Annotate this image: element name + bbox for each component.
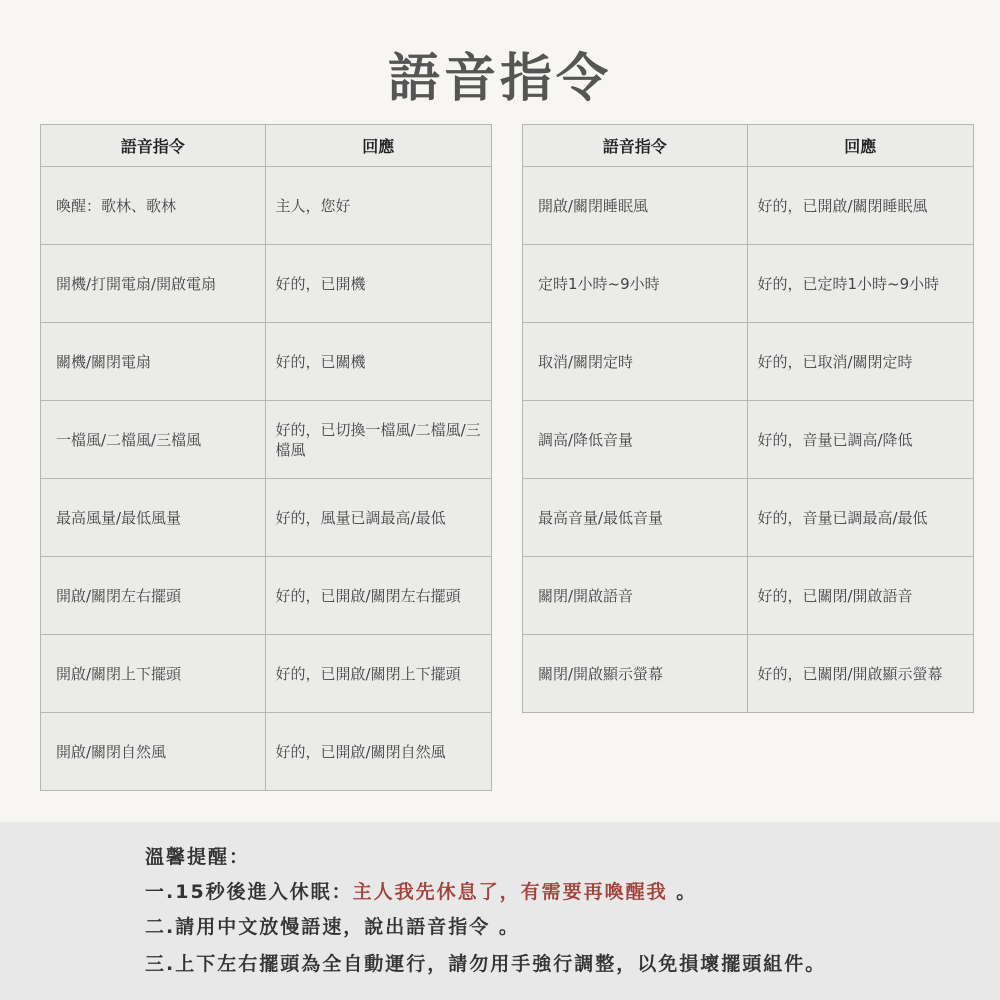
response-cell: 好的，已關閉/開啟顯示螢幕 xyxy=(747,635,974,713)
command-cell: 喚醒：歌林、歌林 xyxy=(41,167,266,245)
command-cell: 調高/降低音量 xyxy=(523,401,748,479)
table-row xyxy=(523,323,974,401)
voice-command-table-left xyxy=(40,124,492,791)
page-title: 語音指令 xyxy=(387,49,612,109)
response-cell: 好的，已關閉/開啟語音 xyxy=(747,557,974,635)
command-cell: 定時1小時~9小時 xyxy=(523,245,748,323)
command-cell: 一檔風/二檔風/三檔風 xyxy=(41,401,266,479)
response-cell: 好的，已取消/關閉定時 xyxy=(747,323,974,401)
table-row xyxy=(523,635,974,713)
response-cell: 好的，音量已調最高/最低 xyxy=(747,479,974,557)
table-row xyxy=(41,401,492,479)
command-cell: 最高風量/最低風量 xyxy=(41,479,266,557)
table-row xyxy=(41,713,492,791)
reminder-panel xyxy=(0,822,1000,1000)
table-header-row xyxy=(41,125,492,167)
response-cell: 好的，已開啟/關閉上下擺頭 xyxy=(265,635,491,713)
reminder-heading: 溫馨提醒： xyxy=(145,846,251,868)
table-row xyxy=(41,245,492,323)
command-cell: 開機/打開電扇/開啟電扇 xyxy=(41,245,266,323)
reminder-line-1-prefix: 一.15秒後進入休眠： xyxy=(145,881,353,903)
reminder-line-2: 二.請用中文放慢語速，說出語音指令 。 xyxy=(145,916,520,938)
table-row xyxy=(41,323,492,401)
reminder-line-1-suffix: 。 xyxy=(667,881,698,903)
table-row xyxy=(41,557,492,635)
table-row xyxy=(41,167,492,245)
table-header-row xyxy=(523,125,974,167)
command-cell: 最高音量/最低音量 xyxy=(523,479,748,557)
command-cell: 關閉/開啟語音 xyxy=(523,557,748,635)
table-row xyxy=(523,479,974,557)
table-row xyxy=(41,479,492,557)
command-cell: 開啟/關閉自然風 xyxy=(41,713,266,791)
response-cell: 好的，已切換一檔風/二檔風/三檔風 xyxy=(265,401,491,479)
response-cell: 好的，已關機 xyxy=(265,323,491,401)
response-cell: 好的，已開啟/關閉睡眠風 xyxy=(747,167,974,245)
voice-command-table-right xyxy=(522,124,974,713)
command-cell: 關機/關閉電扇 xyxy=(41,323,266,401)
reminder-line-1 xyxy=(145,877,697,904)
command-cell: 開啟/關閉左右擺頭 xyxy=(41,557,266,635)
response-cell: 好的，風量已調最高/最低 xyxy=(265,479,491,557)
header-command: 語音指令 xyxy=(523,125,748,167)
response-cell: 主人，您好 xyxy=(265,167,491,245)
table-row xyxy=(523,167,974,245)
header-response: 回應 xyxy=(747,125,974,167)
response-cell: 好的，音量已調高/降低 xyxy=(747,401,974,479)
reminder-line-3: 三.上下左右擺頭為全自動運行，請勿用手強行調整，以免損壞擺頭組件。 xyxy=(145,953,827,975)
response-cell: 好的，已開機 xyxy=(265,245,491,323)
response-cell: 好的，已定時1小時~9小時 xyxy=(747,245,974,323)
command-cell: 開啟/關閉睡眠風 xyxy=(523,167,748,245)
response-cell: 好的，已開啟/關閉左右擺頭 xyxy=(265,557,491,635)
header-command: 語音指令 xyxy=(41,125,266,167)
table-row xyxy=(523,401,974,479)
table-row xyxy=(523,245,974,323)
response-cell: 好的，已開啟/關閉自然風 xyxy=(265,713,491,791)
command-cell: 取消/關閉定時 xyxy=(523,323,748,401)
table-row xyxy=(41,635,492,713)
header-response: 回應 xyxy=(265,125,491,167)
table-row xyxy=(523,557,974,635)
command-cell: 關閉/開啟顯示螢幕 xyxy=(523,635,748,713)
command-cell: 開啟/關閉上下擺頭 xyxy=(41,635,266,713)
reminder-line-1-highlight: 主人我先休息了，有需要再喚醒我 xyxy=(352,881,668,903)
